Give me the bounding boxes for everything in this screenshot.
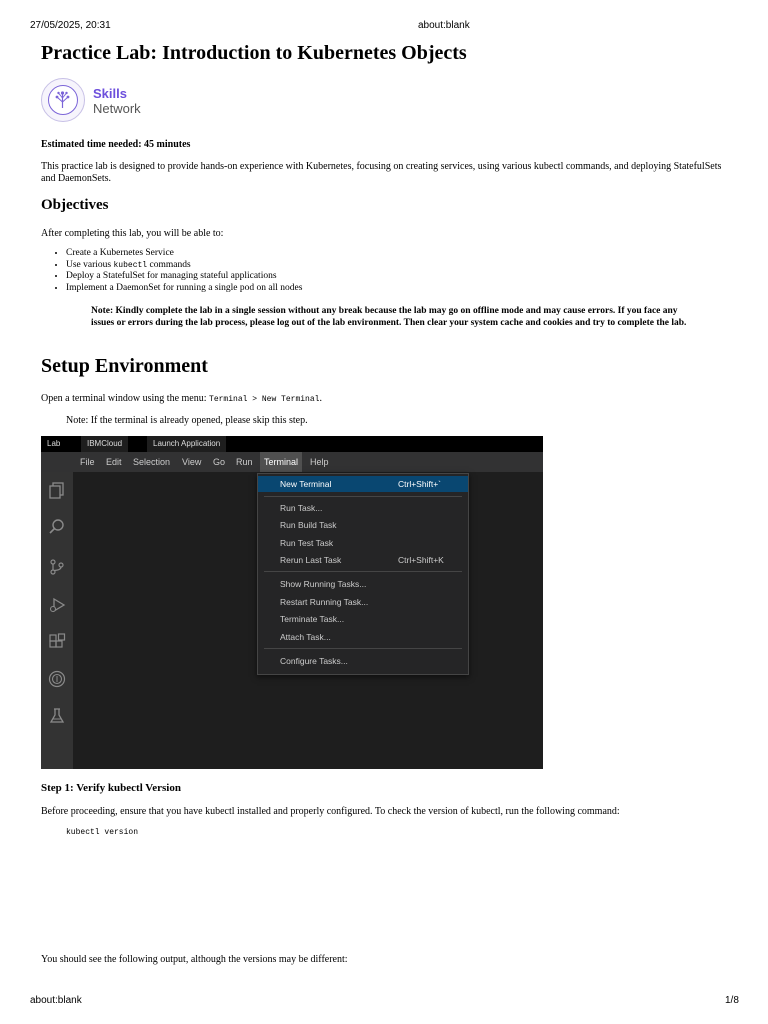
- print-datetime: 27/05/2025, 20:31: [30, 20, 111, 31]
- list-item: • Deploy a StatefulSet for managing stateful applications: [66, 271, 302, 283]
- terminal-menu-dropdown: [257, 473, 469, 675]
- menu-terminal[interactable]: Terminal: [260, 452, 302, 472]
- menu-separator: [264, 648, 462, 649]
- logo-network-text: Network: [93, 101, 141, 116]
- terminal-note: Note: If the terminal is already opened, please skip this step.: [66, 415, 308, 426]
- menu-item-run-build-task[interactable]: Run Build Task: [280, 520, 337, 530]
- menu-item-terminate-task[interactable]: Terminate Task...: [280, 614, 345, 624]
- menu-separator: [264, 496, 462, 497]
- print-url: about:blank: [418, 20, 470, 31]
- logo-skills-text: Skills: [93, 86, 127, 101]
- menu-separator: [264, 571, 462, 572]
- menu-item-new-terminal[interactable]: New Terminal Ctrl+Shift+`: [258, 476, 468, 492]
- output-intro: You should see the following output, although the versions may be different:: [41, 954, 348, 965]
- setup-heading: Setup Environment: [41, 355, 208, 377]
- kubectl-version-command: kubectl version: [66, 828, 139, 837]
- menu-edit[interactable]: Edit: [106, 457, 122, 467]
- menu-view[interactable]: View: [182, 457, 202, 467]
- explorer-icon[interactable]: [47, 481, 67, 501]
- menu-item-run-test-task[interactable]: Run Test Task: [280, 538, 334, 548]
- objectives-lead: After completing this lab, you will be able to:: [41, 228, 224, 239]
- menu-help[interactable]: Help: [310, 457, 329, 467]
- skills-network-tree-icon: [41, 78, 85, 122]
- objectives-heading: Objectives: [41, 197, 109, 213]
- ide-screenshot: [41, 436, 543, 769]
- footer-url: about:blank: [30, 995, 82, 1006]
- activity-bar: [41, 472, 73, 769]
- step1-heading: Step 1: Verify kubectl Version: [41, 782, 181, 794]
- objectives-list: [41, 248, 302, 294]
- tab-ibmcloud[interactable]: IBMCloud: [81, 436, 128, 452]
- menu-file[interactable]: File: [80, 457, 95, 467]
- menu-item-restart-running-task[interactable]: Restart Running Task...: [280, 597, 369, 607]
- menu-run[interactable]: Run: [236, 457, 253, 467]
- menu-item-run-task[interactable]: Run Task...: [280, 503, 323, 513]
- estimated-time: Estimated time needed: 45 minutes: [41, 139, 191, 150]
- extensions-icon[interactable]: [47, 633, 67, 653]
- run-debug-icon[interactable]: [47, 596, 67, 616]
- inline-code: kubectl: [113, 260, 148, 270]
- intro-paragraph: This practice lab is designed to provide hands-on experience with Kubernetes, focusing on creating services, using various kubectl commands, and deploying StatefulSets and DaemonSets.: [41, 161, 722, 184]
- source-control-icon[interactable]: [47, 558, 67, 578]
- session-note: Note: Kindly complete the lab in a single session without any break because the lab may go on offline mode and may cause errors. If you face any issues or errors during the lab process, please log out of the lab environment. Then clear your system cache and cookies and try to complete the lab.: [91, 306, 687, 328]
- list-item: • Create a Kubernetes Service: [66, 248, 302, 260]
- menu-item-configure-tasks[interactable]: Configure Tasks...: [280, 656, 348, 666]
- page-number: 1/8: [725, 995, 739, 1006]
- step1-body: Before proceeding, ensure that you have kubectl installed and properly configured. To check the version of kubectl, run the following command:: [41, 806, 620, 817]
- list-item: • Implement a DaemonSet for running a single pod on all nodes: [66, 283, 302, 295]
- skills-network-icon[interactable]: [47, 670, 67, 690]
- lab-flask-icon[interactable]: [47, 707, 67, 727]
- menu-selection[interactable]: Selection: [133, 457, 171, 467]
- menu-go[interactable]: Go: [213, 457, 226, 467]
- menu-item-show-running-tasks[interactable]: Show Running Tasks...: [280, 579, 367, 589]
- tab-lab[interactable]: Lab: [47, 439, 61, 448]
- tab-launch-application[interactable]: Launch Application: [147, 436, 226, 452]
- menu-item-rerun-last-task[interactable]: Rerun Last Task Ctrl+Shift+K: [280, 555, 444, 565]
- list-item: • Use various kubectl commands: [66, 260, 302, 272]
- page-title: Practice Lab: Introduction to Kubernetes Objects: [41, 42, 467, 64]
- menu-item-attach-task[interactable]: Attach Task...: [280, 632, 331, 642]
- search-icon[interactable]: [47, 518, 67, 538]
- skills-network-logo: [41, 78, 171, 124]
- open-terminal-instruction: Open a terminal window using the menu: Terminal > New Terminal.: [41, 393, 322, 404]
